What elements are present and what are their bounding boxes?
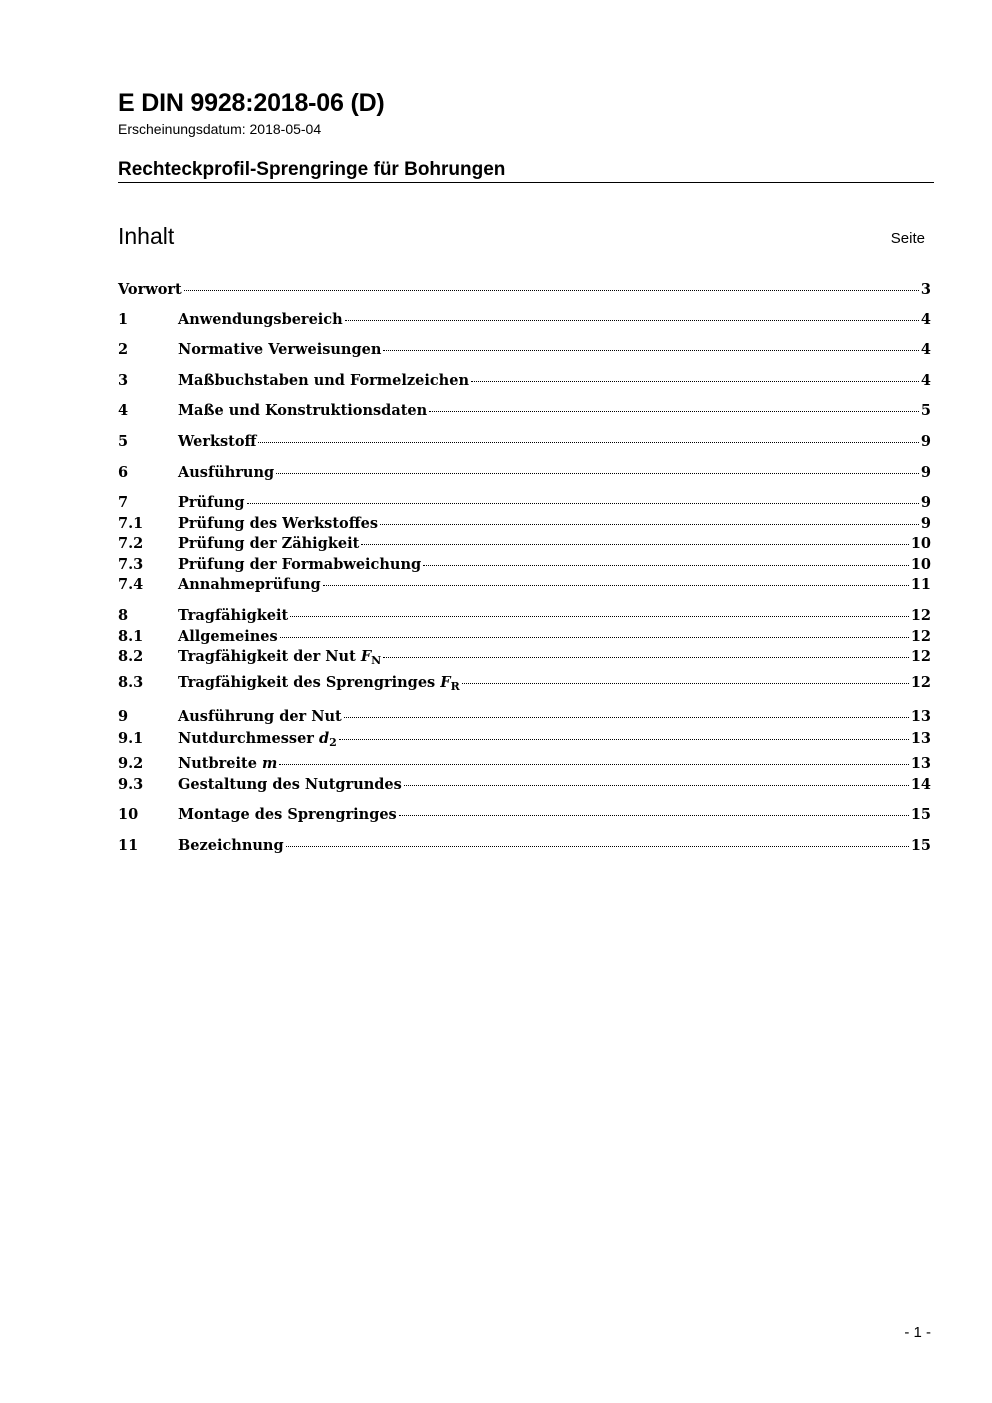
toc-dot-leader xyxy=(280,637,909,638)
toc-entry-page: 9 xyxy=(920,433,931,450)
toc-dot-leader xyxy=(380,524,919,525)
toc-dot-leader xyxy=(423,565,909,566)
toc-dot-leader xyxy=(383,350,919,351)
toc-entry[interactable] xyxy=(118,372,931,392)
toc-entry-title: Annahmeprüfung xyxy=(178,576,321,593)
toc-entry-title: Vorwort xyxy=(118,281,182,298)
toc-entry[interactable] xyxy=(118,515,931,535)
toc-entry-page: 10 xyxy=(910,556,931,573)
toc-entry-number: 9.1 xyxy=(118,730,144,747)
toc-entry-number: 7.2 xyxy=(118,535,144,552)
toc-entry-page: 15 xyxy=(910,837,931,854)
toc-entry-title: Prüfung der Zähigkeit xyxy=(178,535,360,552)
toc-dot-leader xyxy=(279,764,908,765)
page-number: - 1 - xyxy=(904,1324,931,1341)
toc-entry-page: 12 xyxy=(910,648,931,665)
toc-entry-number: 8.2 xyxy=(118,648,144,665)
toc-entry-title: Gestaltung des Nutgrundes xyxy=(178,776,402,793)
toc-dot-leader xyxy=(345,320,919,321)
toc-entry-title: Ausführung xyxy=(178,464,275,481)
toc-entry-symbol: F xyxy=(440,674,451,691)
toc-entry-page: 12 xyxy=(910,674,931,691)
toc-entry[interactable] xyxy=(118,433,931,453)
toc-entry[interactable] xyxy=(118,755,931,775)
toc-entry[interactable] xyxy=(118,837,931,857)
toc-entry-page: 11 xyxy=(910,576,931,593)
toc-entry[interactable] xyxy=(118,607,931,627)
toc-entry-number: 9.2 xyxy=(118,755,144,772)
toc-entry[interactable] xyxy=(118,556,931,576)
toc-entry-page: 9 xyxy=(920,515,931,532)
toc-dot-leader xyxy=(429,411,919,412)
toc-dot-leader xyxy=(339,739,909,740)
toc-dot-leader xyxy=(383,657,909,658)
toc-entry-title: Maßbuchstaben und Formelzeichen xyxy=(178,372,469,389)
toc-entry-page: 13 xyxy=(910,730,931,747)
toc-entry-number: 10 xyxy=(118,806,139,823)
toc-entry-page: 4 xyxy=(920,341,931,358)
toc-entry-symbol-subscript: N xyxy=(371,654,382,667)
toc-dot-leader xyxy=(247,503,919,504)
toc-entry-page: 3 xyxy=(920,281,931,298)
toc-entry-title: Nutbreite m xyxy=(178,755,278,772)
toc-dot-leader xyxy=(344,717,909,718)
toc-dot-leader xyxy=(404,785,909,786)
toc-entry-page: 4 xyxy=(920,372,931,389)
toc-entry-number: 7.1 xyxy=(118,515,144,532)
toc-entry[interactable] xyxy=(118,402,931,422)
toc-dot-leader xyxy=(361,544,909,545)
toc-entry-page: 4 xyxy=(920,311,931,328)
toc-entry[interactable] xyxy=(118,576,931,596)
toc-dot-leader xyxy=(184,290,919,291)
toc-entry[interactable] xyxy=(118,776,931,796)
toc-page-column-label: Seite xyxy=(890,230,925,247)
toc-entry-number: 7 xyxy=(118,494,129,511)
toc-entry[interactable] xyxy=(118,311,931,331)
toc-entry-number: 1 xyxy=(118,311,129,328)
toc-entry-number: 4 xyxy=(118,402,129,419)
toc-dot-leader xyxy=(258,442,918,443)
publication-date: Erscheinungsdatum: 2018-05-04 xyxy=(118,121,322,137)
toc-entry-title: Tragfähigkeit des Sprengringes $F_R$ xyxy=(178,674,460,693)
toc-entry-symbol-subscript: 2 xyxy=(329,736,337,749)
toc-entry-title: Normative Verweisungen xyxy=(178,341,382,358)
toc-entry-symbol: d xyxy=(319,730,330,747)
toc-entry-title: Tragfähigkeit xyxy=(178,607,289,624)
toc-entry-page: 12 xyxy=(910,628,931,645)
toc-entry-number: 8.3 xyxy=(118,674,144,691)
toc-dot-leader xyxy=(290,616,909,617)
toc-entry-number: 8 xyxy=(118,607,129,624)
toc-entry[interactable] xyxy=(118,281,931,301)
document-subtitle: Rechteckprofil-Sprengringe für Bohrungen xyxy=(118,159,506,180)
toc-entry[interactable] xyxy=(118,648,931,668)
title-divider xyxy=(118,182,934,183)
toc-entry-number: 9 xyxy=(118,708,129,725)
toc-entry-page: 10 xyxy=(910,535,931,552)
toc-entry[interactable] xyxy=(118,464,931,484)
toc-heading: Inhalt xyxy=(118,223,175,249)
toc-entry-number: 2 xyxy=(118,341,129,358)
toc-entry-title: Montage des Sprengringes xyxy=(178,806,397,823)
toc-entry-page: 5 xyxy=(920,402,931,419)
toc-entry-number: 3 xyxy=(118,372,129,389)
toc-dot-leader xyxy=(276,473,919,474)
toc-entry[interactable] xyxy=(118,628,931,648)
toc-entry-number: 9.3 xyxy=(118,776,144,793)
document-title: E DIN 9928:2018-06 (D) xyxy=(118,89,385,117)
toc-entry[interactable] xyxy=(118,341,931,361)
toc-entry-page: 15 xyxy=(910,806,931,823)
toc-entry-title: Bezeichnung xyxy=(178,837,284,854)
toc-entry-symbol-subscript: R xyxy=(450,680,460,693)
toc-entry-title: Prüfung der Formabweichung xyxy=(178,556,422,573)
toc-entry-page: 13 xyxy=(910,755,931,772)
toc-dot-leader xyxy=(323,585,909,586)
toc-entry[interactable] xyxy=(118,535,931,555)
toc-entry-title: Anwendungsbereich xyxy=(178,311,343,328)
toc-entry-symbol: F xyxy=(360,648,372,665)
toc-entry-title: Ausführung der Nut xyxy=(178,708,342,725)
toc-entry-number: 7.3 xyxy=(118,556,144,573)
toc-entry-page: 9 xyxy=(920,494,931,511)
toc-entry-number: 6 xyxy=(118,464,129,481)
toc-entry[interactable] xyxy=(118,494,931,514)
toc-entry[interactable] xyxy=(118,806,931,826)
toc-entry-page: 13 xyxy=(910,708,931,725)
toc-entry-title: Werkstoff xyxy=(178,433,257,450)
toc-entry-title: Allgemeines xyxy=(178,628,278,645)
toc-entry-title: Tragfähigkeit der Nut $F_N$ xyxy=(178,648,382,667)
toc-entry-page: 9 xyxy=(920,464,931,481)
toc-entry-page: 14 xyxy=(910,776,931,793)
toc-entry-title: Nutdurchmesser $d_2$ xyxy=(178,730,337,749)
toc-dot-leader xyxy=(399,815,909,816)
toc-dot-leader xyxy=(471,381,919,382)
toc-dot-leader xyxy=(286,846,909,847)
toc-dot-leader xyxy=(462,683,909,684)
toc-entry-page: 12 xyxy=(910,607,931,624)
toc-entry[interactable] xyxy=(118,708,931,728)
toc-entry-title: Prüfung xyxy=(178,494,245,511)
toc-entry-symbol: m xyxy=(262,755,278,772)
toc-entry-number: 11 xyxy=(118,837,139,854)
toc-entry-title: Prüfung des Werkstoffes xyxy=(178,515,379,532)
toc-entry[interactable] xyxy=(118,674,931,694)
toc-entry-number: 5 xyxy=(118,433,129,450)
toc-entry-number: 8.1 xyxy=(118,628,144,645)
toc-entry[interactable] xyxy=(118,730,931,750)
toc-entry-title: Maße und Konstruktionsdaten xyxy=(178,402,428,419)
toc-entry-number: 7.4 xyxy=(118,576,144,593)
